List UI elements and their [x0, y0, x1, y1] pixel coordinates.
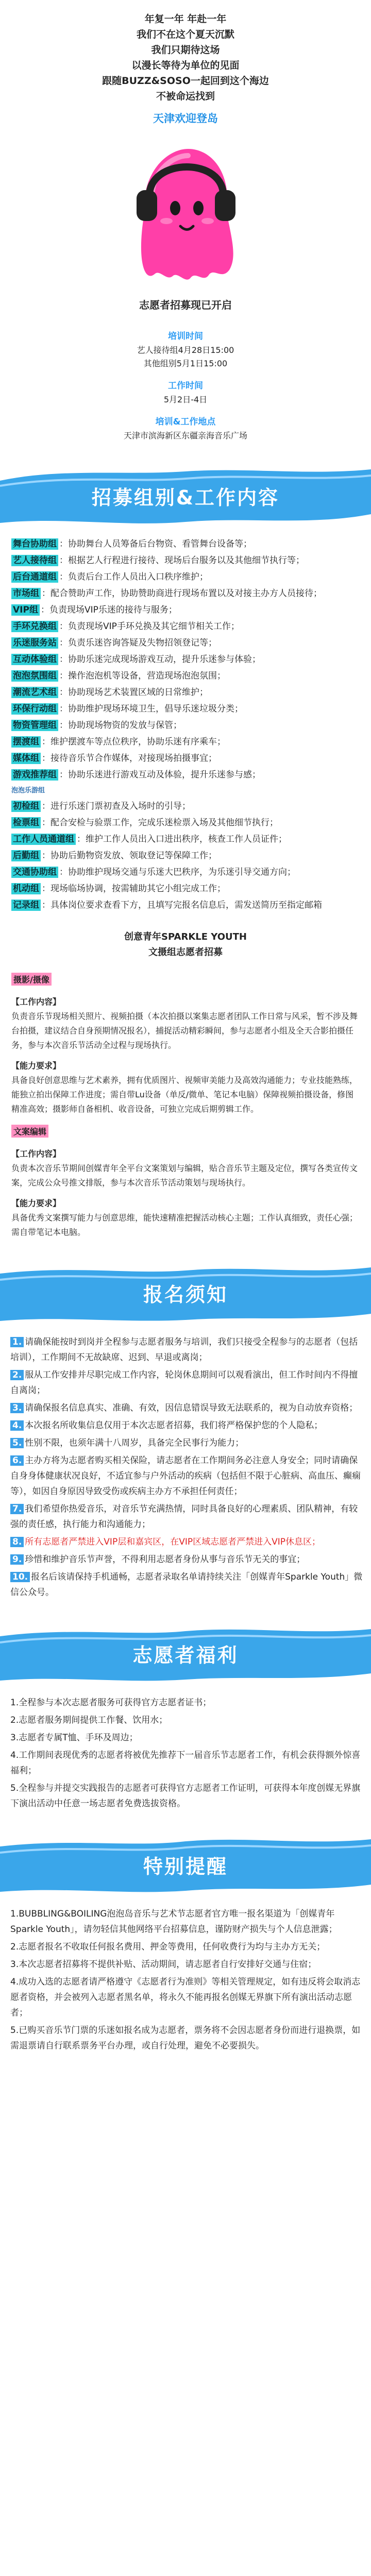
notice-item — [10, 1367, 363, 1398]
group-tag: 工作人员通道组 — [11, 834, 76, 845]
group-row — [11, 882, 362, 895]
group-row — [11, 669, 362, 683]
group-tag: 市场组 — [11, 588, 41, 599]
group-row — [11, 636, 362, 650]
group-row — [11, 866, 362, 879]
recruit-paragraph: 具备良好创意思维与艺术素养，拥有优质图片、视频审美能力及高效沟通能力；专业技能熟练，能独立拍出保障工作进度；需自带Lu设备（单反/微单、笔记本电脑）保障视频拍摄设备，修图精准高效；摄影师自备相机、收音设备，可独立完成后期剪辑工作。 — [11, 1075, 358, 1114]
notice-list — [0, 1334, 371, 1600]
info-location — [0, 415, 371, 443]
group-row — [11, 570, 362, 584]
notice-item — [10, 1534, 363, 1550]
reminder-item: 4.成功入选的志愿者请严格遵守《志愿者行为准则》等相关管理规定，如有违反将会取消志愿者资格，并会被列入志愿者黑名单，将永久不能再报名创媒无界旗下所有演出活动志愿者； — [10, 1977, 361, 2018]
group-tag: 艺人接待组 — [11, 555, 58, 566]
group-desc: ：协助乐迷进行游戏互动及体验，提升乐迷参与感； — [59, 770, 261, 780]
notice-text: 我们希望你热爱音乐，对音乐节充满热情，同时具备良好的心理素质、团队精神，有较强的责任感，执行能力和沟通能力； — [10, 1504, 358, 1530]
group-desc: ：接待音乐节合作媒体，对接现场拍摄事宜； — [42, 753, 217, 764]
group-row — [11, 653, 362, 666]
group-desc: ：协助现场艺术装置区域的日常维护； — [59, 687, 208, 698]
group-row — [11, 686, 362, 699]
groups-list — [0, 537, 371, 912]
notice-number: 3. — [10, 1403, 24, 1413]
group-desc: ：具体岗位要求查看下方，且填写完报名信息后，需发送简历至指定邮箱 — [42, 900, 322, 910]
notice-text: 主办方将为志愿者购买相关保险，请志愿者在工作期间务必注意人身安全；同时请确保自身身体健康状况良好，不适宜参与户外活动的疾病（包括但不限于心脏病、高血压、癫痫等），如因自身原因导致受伤或疾病主办方不承担任何责任； — [10, 1455, 361, 1497]
group-tag: 环保行动组 — [11, 703, 58, 715]
group-desc: ：配合赞助声工作，协助赞助商进行现场布置以及对接主办方人员接待； — [42, 588, 322, 599]
info-heading: 培训&工作地点 — [155, 417, 216, 427]
notice-number: 10. — [10, 1572, 30, 1582]
group-row — [11, 702, 362, 716]
notice-text: 报名后该请保持手机通畅，志愿者录取名单请持续关注「创媒青年Sparkle Youth」微信公众号。 — [10, 1572, 363, 1598]
notice-text: 珍惜和维护音乐节声誉，不得利用志愿者身份从事与音乐节无关的事宜； — [25, 1554, 306, 1565]
group-row — [11, 554, 362, 567]
benefit-item: 5.全程参与并提交实践报告的志愿者可获得官方志愿者工作证明，可获得本年度创媒无界旗下演出活动中任意一场志愿者免费选拔资格。 — [10, 1783, 361, 1809]
creative-youth-recruit — [0, 929, 371, 1240]
reminder-item: 1.BUBBLING&BOILING泡泡岛音乐与艺术节志愿者官方唯一报名渠道为「创媒青年Sparkle Youth」，请勿轻信其他网络平台招募信息，谨防财产损失与个人信息泄露； — [10, 1909, 338, 1935]
notice-item — [10, 1569, 363, 1600]
reminder-item: 5.已购买音乐节门票的乐迷如报名成为志愿者，票务将不会因志愿者身份而进行退换票，如需退票请自行联系票务平台办理，或自行处理，避免不必要损失。 — [10, 2025, 361, 2051]
banner-title: 报名须知 — [143, 1283, 228, 1306]
notice-item — [10, 1400, 363, 1416]
info-heading: 工作时间 — [168, 381, 203, 391]
notice-item — [10, 1334, 363, 1365]
banner-title: 志愿者福利 — [132, 1643, 239, 1667]
recruit-paragraph: 负责本次音乐节期间创媒青年全平台文案策划与编辑，贴合音乐节主题及定位，撰写各类宣传文案，完成公众号推文排版，参与本次音乐节活动策划与现场执行。 — [11, 1163, 358, 1188]
benefit-item: 4.工作期间表现优秀的志愿者将被优先推荐下一届音乐节志愿者工作，有机会获得额外惊喜福利； — [10, 1750, 361, 1776]
notice-number: 1. — [10, 1337, 24, 1347]
group-tag: 后台通道组 — [11, 571, 58, 583]
mascot-area — [0, 133, 371, 287]
group-tag: 物资管理组 — [11, 720, 58, 731]
notice-text: 请确保报名信息真实、准确、有效，因信息错误导致无法联系的，视为自动放弃资格； — [25, 1403, 358, 1413]
recruit-paragraph: 具备优秀文案撰写能力与创意思维，能快速精准把握活动核心主题；工作认真细致，责任心强；需自带笔记本电脑。 — [11, 1213, 358, 1237]
benefit-item: 1.全程参与本次志愿者服务可获得官方志愿者证书； — [10, 1698, 212, 1708]
recruit-subtitle: 文摄组志愿者招募 — [148, 947, 223, 958]
intro-line: 不被命运找到 — [156, 91, 215, 102]
group-tag: 检票组 — [11, 817, 41, 828]
reminder-item: 3.本次志愿者招募将不提供补贴、活动期间，请志愿者自行安排好交通与住宿； — [10, 1959, 317, 1970]
banner-groups — [0, 465, 371, 526]
group-tag: VIP组 — [11, 604, 40, 616]
group-row — [11, 587, 362, 600]
group-row — [11, 833, 362, 846]
banner-notice — [0, 1262, 371, 1323]
recruit-role-heading: 文案编辑 — [11, 1125, 48, 1138]
group-desc: ：协助舞台人员筹备后台物资、看管舞台设备等； — [59, 539, 252, 549]
group-desc: ：根据艺人行程进行接待、现场后台服务以及其他细节执行等； — [59, 555, 305, 566]
group-tag: 机动组 — [11, 883, 41, 894]
banner-title: 特别提醒 — [143, 1855, 228, 1878]
reminder-item: 2.志愿者报名不收取任何报名费用、押金等费用，任何收费行为均与主办方无关； — [10, 1942, 326, 1952]
intro-line: 年复一年 年赴一年 — [144, 13, 227, 25]
group-desc: ：负责乐迷咨询答疑及失物招领登记等； — [59, 638, 217, 648]
info-heading: 培训时间 — [168, 331, 203, 342]
notice-text: 服从工作安排并尽职完成工作内容，轮岗休息期间可以观看演出，但工作时间内不得擅自离岗； — [10, 1370, 358, 1396]
notice-item — [10, 1418, 363, 1433]
recruitment-open-title: 志愿者招募现已开启 — [139, 299, 232, 311]
group-desc: ：协助现场物资的发放与保管； — [59, 720, 182, 731]
group-tag: 手环兑换组 — [11, 621, 58, 632]
group-tag: 媒体组 — [11, 753, 41, 764]
info-value: 其他组别5月1日15:00 — [143, 359, 228, 368]
groups-sublabel: 泡泡乐游组 — [11, 787, 45, 794]
group-desc: ：维护工作人员出入口进出秩序，核查工作人员证件； — [77, 834, 287, 844]
pink-octopus-mascot-icon — [121, 136, 250, 285]
notice-item — [10, 1435, 363, 1451]
notice-text: 本次报名所收集信息仅用于本次志愿者招募，我们将严格保护您的个人隐私； — [25, 1420, 323, 1431]
group-row — [11, 800, 362, 813]
group-desc: ：协助维护现场交通与乐迷大巴秩序，为乐迷引导交通方向； — [59, 867, 296, 877]
welcome-heading: 天津欢迎登岛 — [153, 112, 218, 125]
group-row — [11, 735, 362, 749]
group-row — [11, 849, 362, 862]
notice-number: 8. — [10, 1537, 24, 1547]
group-desc: ：进行乐迷门票初查及入场时的引导； — [42, 801, 191, 811]
notice-item — [10, 1501, 363, 1532]
group-tag: 记录组 — [11, 900, 41, 911]
group-tag: 互动体验组 — [11, 654, 58, 665]
intro-line: 跟随BUZZ&SOSO一起回到这个海边 — [102, 75, 269, 87]
group-row — [11, 719, 362, 732]
benefits-list — [0, 1695, 371, 1811]
notice-text: 所有志愿者严禁进入VIP层和嘉宾区，在VIP区域志愿者严禁进入VIP休息区； — [25, 1537, 321, 1547]
group-tag: 交通协助组 — [11, 867, 58, 878]
group-desc: ：负责现场VIP乐迷的接待与服务； — [40, 605, 177, 615]
group-row — [11, 899, 362, 912]
intro-line: 我们只期待这场 — [151, 44, 220, 56]
banner-title: 招募组别&工作内容 — [91, 486, 280, 509]
recruit-role-heading: 摄影/摄像 — [11, 973, 52, 986]
group-tag: 潮流艺术组 — [11, 687, 58, 698]
group-desc: ：维护摆渡车等点位秩序，协助乐迷有序乘车； — [42, 737, 226, 747]
group-row — [11, 816, 362, 829]
group-row — [11, 537, 362, 551]
group-desc: ：负责后台工作人员出入口秩序维护； — [59, 572, 208, 582]
notice-number: 2. — [10, 1370, 24, 1380]
notice-item — [10, 1552, 363, 1567]
info-training-time — [0, 329, 371, 370]
benefit-item: 2.志愿者服务期间提供工作餐、饮用水； — [10, 1715, 168, 1725]
group-tag: 游戏推荐组 — [11, 769, 58, 781]
recruit-title: 创意青年SPARKLE YOUTH — [124, 931, 247, 942]
group-desc: ：配合安检与验票工作，完成乐迷检票入场及其他细节执行； — [42, 818, 278, 828]
notice-number: 6. — [10, 1455, 24, 1466]
group-tag: 乐迷服务站 — [11, 637, 58, 649]
info-value: 天津市滨海新区东疆亲海音乐广场 — [123, 431, 247, 440]
recruit-sub-heading: 【能力要求】 — [11, 1198, 61, 1208]
reminder-list — [0, 1906, 371, 2054]
group-tag: 泡泡氛围组 — [11, 670, 58, 682]
group-desc: ：操作泡泡机等设备，营造现场泡泡氛围； — [59, 671, 226, 681]
group-row — [11, 603, 362, 617]
benefit-item: 3.志愿者专属T恤、手环及周边； — [10, 1733, 138, 1743]
group-row — [11, 620, 362, 633]
notice-number: 9. — [10, 1554, 24, 1565]
info-value: 5月2日-4日 — [163, 395, 208, 404]
group-desc: ：现场临场协调，按需辅助其它小组完成工作； — [42, 884, 226, 894]
recruit-sub-heading: 【能力要求】 — [11, 1061, 61, 1071]
group-row — [11, 752, 362, 765]
group-desc: ：协助后勤物资发放、领取登记等保障工作； — [42, 851, 217, 861]
notice-number: 7. — [10, 1504, 24, 1514]
intro-block — [0, 0, 371, 104]
info-value: 艺人接待组4月28日15:00 — [137, 345, 234, 355]
notice-item — [10, 1453, 363, 1499]
intro-line: 我们不在这个夏天沉默 — [136, 29, 234, 40]
notice-text: 性别不限，也须年满十八周岁，具备完全民事行为能力； — [25, 1438, 244, 1448]
notice-number: 4. — [10, 1420, 24, 1431]
info-work-time — [0, 379, 371, 406]
group-desc: ：协助维护现场环境卫生，倡导乐迷垃圾分类； — [59, 704, 243, 714]
group-tag: 舞台协助组 — [11, 538, 58, 550]
recruit-sub-heading: 【工作内容】 — [11, 997, 61, 1007]
group-desc: ：协助乐迷完成现场游戏互动，提升乐迷参与体验； — [59, 654, 261, 665]
group-desc: ：负责现场VIP手环兑换及其它细节相关工作； — [59, 621, 240, 632]
group-tag: 摆渡组 — [11, 736, 41, 748]
intro-line: 以漫长等待为单位的见面 — [131, 60, 240, 71]
notice-number: 5. — [10, 1438, 24, 1448]
group-tag: 初检组 — [11, 801, 41, 812]
banner-reminder — [0, 1834, 371, 1895]
group-row — [11, 768, 362, 782]
group-tag: 后勤组 — [11, 850, 41, 861]
banner-benefits — [0, 1623, 371, 1684]
recruit-paragraph: 负责音乐节现场相关照片、视频拍摄（本次拍摄以案集志愿者团队工作日常与风采，暂不涉及舞台拍摄，建议结合自身预期情况报名），捕捉活动精彩瞬间，参与志愿者小组及全天合影拍摄任务，参与本次音乐节活动全过程与现场执行。 — [11, 1011, 358, 1050]
recruit-sub-heading: 【工作内容】 — [11, 1149, 61, 1159]
notice-text: 请确保能按时到岗并全程参与志愿者服务与培训，我们只接受全程参与的志愿者（包括培训），工作期间不无故缺席、迟到、早退或离岗； — [10, 1337, 358, 1363]
